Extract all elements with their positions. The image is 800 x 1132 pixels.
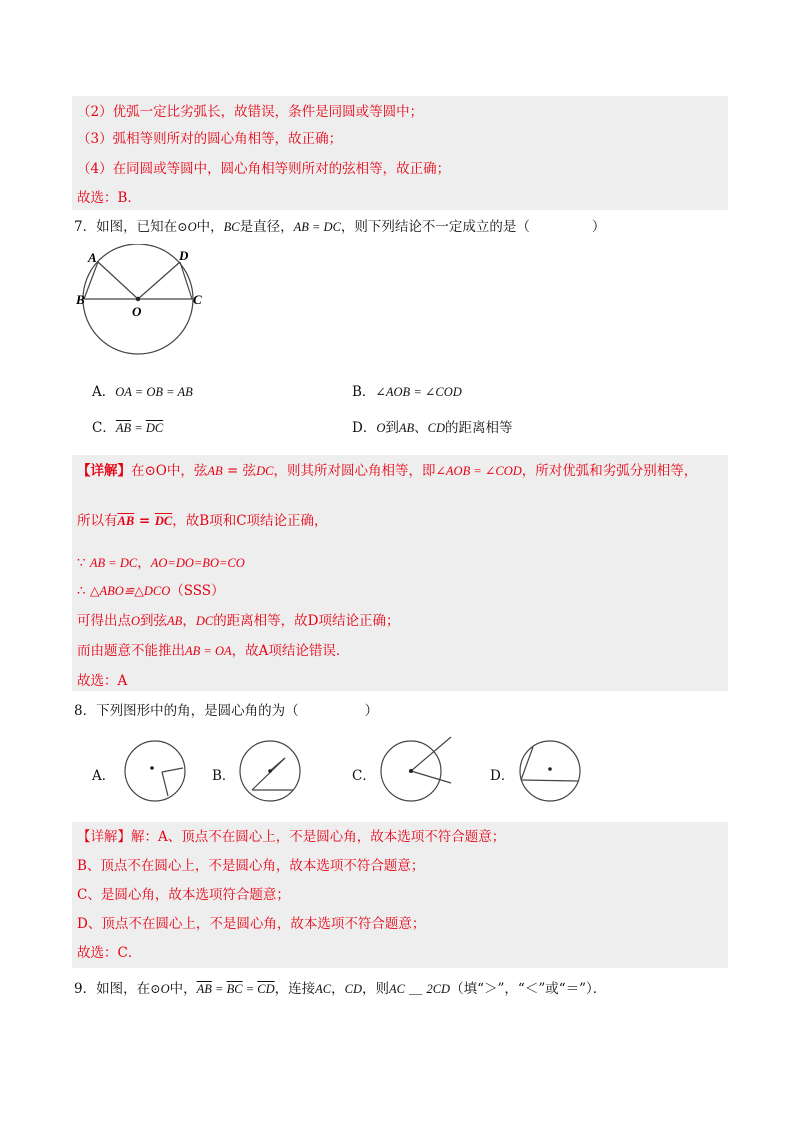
q7-text: 是直径，	[239, 219, 294, 235]
q9-text: 9．如图，在	[74, 981, 151, 997]
q8-option-b-label: B．	[212, 768, 236, 784]
q7-bc: BC	[223, 220, 240, 234]
q7-text: 中，	[196, 219, 224, 235]
q9-lt: ＜	[524, 981, 539, 997]
q9-cd: CD	[344, 982, 362, 996]
q7-option-c	[92, 416, 163, 436]
q7-option-c-arc-dc: $\overline{DC}$	[145, 421, 164, 435]
q9-eqs: ＝	[565, 981, 580, 997]
q7-radius-oa	[98, 262, 138, 299]
q7-option-d-text: 的距离相等	[445, 420, 513, 436]
q7-option-a	[92, 380, 193, 400]
q7-option-b-math: ∠AOB = ∠COD	[375, 385, 462, 399]
q7-option-d-ab: AB	[398, 421, 415, 435]
q7-circle-symbol: ⊙O	[177, 220, 197, 234]
q7-sol-text: ，故A项结论错误．	[231, 643, 350, 659]
q7-sol-text: ，则其所对圆心角相等，即	[273, 463, 436, 479]
q7-sol-math: DC	[256, 464, 274, 478]
q7-sol-math: AB	[207, 464, 223, 478]
q8-figure-d	[515, 736, 585, 806]
prev-solution-line-2: （2）优弧一定比劣弧长，故错误，条件是同圆或等圆中；	[77, 104, 424, 120]
q7-solution-tag: 【详解】	[77, 463, 131, 479]
q7-option-d-o: O	[376, 421, 386, 435]
q7-option-d-text: 、	[414, 420, 428, 436]
q7-option-d-text: 到	[385, 420, 399, 436]
q7-num: 7．如图，已知在	[74, 219, 178, 235]
q7-option-b-label: B．	[352, 384, 376, 400]
q7-label-d: D	[179, 248, 189, 263]
q7-sol-math: AB = OA	[185, 644, 232, 658]
q8-close-paren: ）	[364, 703, 379, 719]
q8-option-c-label: C．	[352, 768, 376, 784]
q7-solution-line-6	[77, 642, 349, 660]
q7-sol-text: 所以有	[77, 513, 118, 529]
q7-sol-text: ∴	[77, 583, 90, 599]
q8-solution-line-1: 【详解】解：A、顶点不在圆心上，不是圆心角，故本选项不符合题意；	[77, 829, 506, 845]
q9-arc-ab: $\overline{AB}$	[196, 982, 212, 996]
q7-sol-text: = 弦	[222, 463, 257, 479]
prev-solution-line-4: （4）在同圆或等圆中，圆心角相等则所对的弦相等，故正确；	[77, 161, 451, 177]
q8-figure-b	[235, 736, 305, 806]
q8-option-d-label: D．	[490, 768, 515, 784]
q8-solution-line-2: B、顶点不在圆心上，不是圆心角，故本选项不符合题意；	[77, 858, 425, 874]
q7-solution-line-3	[77, 554, 245, 572]
q9-text: ”）．	[579, 981, 607, 997]
q7-solution-line-5	[77, 612, 400, 630]
q7-center-dot	[136, 297, 140, 301]
q7-option-b	[352, 380, 462, 400]
q7-eq: AB = DC	[293, 220, 341, 234]
q7-solution-answer: 故选：A	[77, 673, 128, 689]
q8-figure-c	[375, 731, 455, 811]
q7-option-c-arc-ab: $\overline{AB}$	[115, 421, 132, 435]
q7-sol-math: AB = DC	[89, 556, 138, 570]
q7-option-c-eq: =	[131, 421, 146, 435]
q7-sol-math: ∠AOB = ∠COD	[435, 464, 522, 478]
q9-stem	[74, 980, 606, 998]
q7-label-c: C	[193, 292, 202, 307]
q7-solution-line-1	[77, 462, 697, 480]
prev-solution-line-3: （3）弧相等则所对的圆心角相等，故正确；	[77, 131, 343, 147]
q7-sol-math: DC	[195, 614, 214, 628]
q9-text: ，则	[361, 981, 389, 997]
q7-solution-line-4	[77, 582, 225, 600]
q7-sol-arc-dc: $\overline{DC}$	[154, 514, 173, 528]
q7-label-a: A	[88, 250, 97, 265]
q9-arc-cd: $\overline{CD}$	[257, 982, 275, 996]
q9-answer-blank[interactable]: ＿	[408, 981, 423, 997]
q7-label-b: B	[76, 292, 85, 307]
q9-eq: =	[211, 982, 227, 996]
q7-sol-text: 的距离相等，故D项结论正确；	[213, 613, 400, 629]
q7-sol-text: ，故B项和C项结论正确，	[172, 513, 328, 529]
q7-sol-eq: =	[134, 513, 155, 529]
q9-text: ，连接	[274, 981, 316, 997]
q7-sol-text: 在⊙O中，弦	[131, 463, 208, 479]
q7-sol-math: O	[131, 614, 141, 628]
q7-sol-text: 可得出点	[77, 613, 131, 629]
q7-sol-math: AB	[167, 614, 183, 628]
q9-text: ，	[331, 981, 345, 997]
q9-ac: AC	[315, 982, 332, 996]
q8-stem-text: 8．下列图形中的角，是圆心角的为（	[74, 703, 299, 719]
q7-sol-text: 而由题意不能推出	[77, 643, 185, 659]
q8-solution-line-3: C、是圆心角，故本选项符合题意；	[77, 887, 290, 903]
q8-stem	[74, 702, 378, 720]
q9-ac2: AC	[388, 982, 405, 996]
q7-circle-figure	[76, 244, 206, 369]
q7-sol-text: ，	[137, 555, 151, 571]
q9-two-cd: 2CD	[426, 982, 451, 996]
q8-solution-answer: 故选：C．	[77, 945, 142, 961]
q7-sol-text: （SSS）	[170, 583, 225, 599]
q7-stem	[74, 218, 605, 236]
q7-sol-arc-ab: $\overline{AB}$	[117, 514, 135, 528]
q9-text: ”，“	[497, 981, 525, 997]
q9-eq: =	[242, 982, 258, 996]
q7-option-c-label: C．	[92, 420, 116, 436]
q7-sol-text: ∵	[77, 555, 90, 571]
q9-gt: ＞	[484, 981, 498, 997]
q7-sol-text: 到弦	[140, 613, 168, 629]
q8-solution-line-4: D、顶点不在圆心上，不是圆心角，故本选项不符合题意；	[77, 916, 426, 932]
q9-text: 中，	[169, 981, 197, 997]
q7-option-d-cd: CD	[427, 421, 446, 435]
q9-circle-symbol: ⊙O	[150, 982, 170, 996]
q7-radius-od	[138, 262, 180, 299]
q7-close-paren: ）	[591, 219, 606, 235]
q9-text: ”或“	[538, 981, 566, 997]
q7-sol-math: AO=DO=BO=CO	[150, 556, 245, 570]
q9-text: （填“	[450, 981, 484, 997]
q8-figure-a	[120, 736, 190, 806]
q7-option-d-label: D．	[352, 420, 377, 436]
q7-option-a-label: A．	[92, 384, 116, 400]
q7-text: ，则下列结论不一定成立的是（	[340, 219, 530, 235]
q7-option-a-math: OA = OB = AB	[115, 385, 193, 399]
q7-sol-text: ，所对优弧和劣弧分别相等，	[521, 463, 698, 479]
q7-sol-text: ，	[182, 613, 196, 629]
q7-option-d	[352, 416, 513, 436]
prev-solution-answer: 故选：B．	[77, 190, 141, 206]
q7-label-o: O	[132, 304, 142, 319]
q7-sol-math: △ABO≌△DCO	[89, 584, 171, 598]
q9-arc-bc: $\overline{BC}$	[226, 982, 243, 996]
q8-option-a-label: A．	[92, 768, 116, 784]
q7-solution-line-2	[77, 512, 328, 530]
